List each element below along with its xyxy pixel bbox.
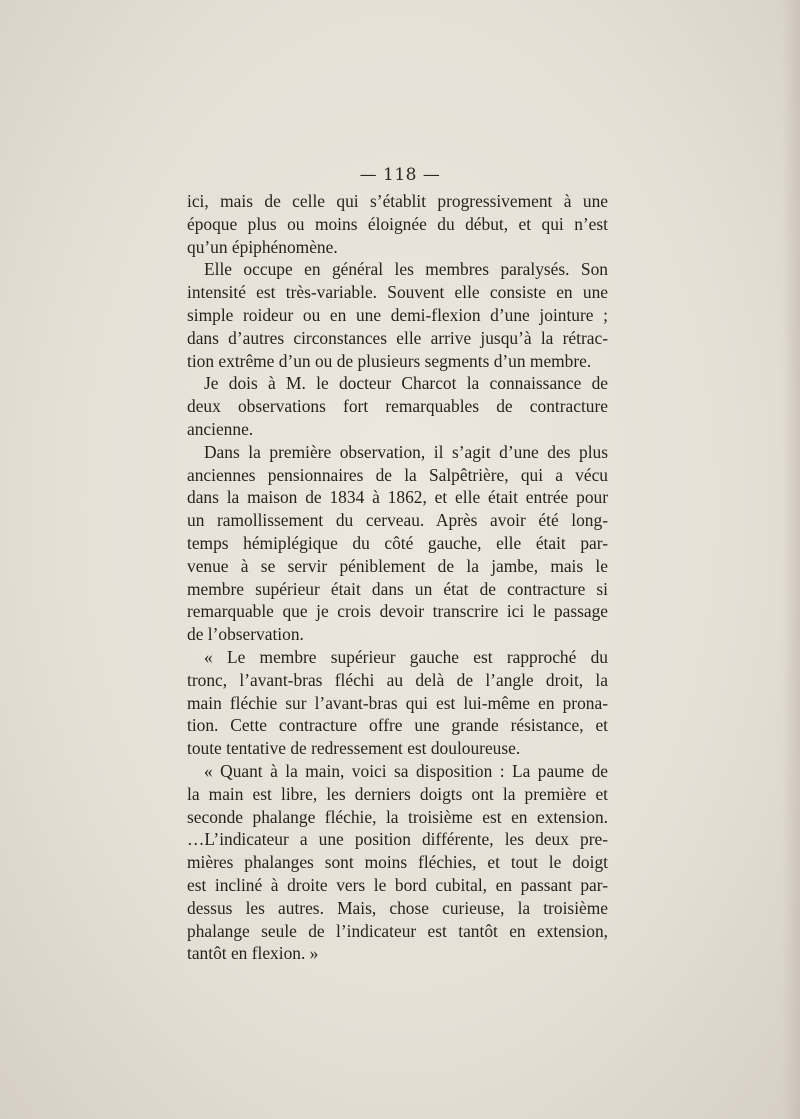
text-line: ici, mais de celle qui s’établit progressivement à une [187, 191, 608, 211]
text-line: intensité est très-variable. Souvent elle consiste en une [187, 282, 608, 303]
text-line: remarquable que je crois devoir transcrire ici le passage [187, 601, 608, 622]
text-line: qu’un épiphénomène. [187, 236, 338, 257]
text-line: deux observations fort remarquables de contracture [187, 396, 608, 417]
text-line: venue à se servir péniblement de la jambe, mais le [187, 555, 608, 576]
text-line: « Quant à la main, voici sa disposition : La paume de [204, 760, 608, 781]
text-line: « Le membre supérieur gauche est rapproché du [204, 646, 608, 667]
text-line: dans d’autres circonstances elle arrive jusqu’à la rétrac- [187, 327, 608, 348]
text-line: Dans la première observation, il s’agit d’une des plus [204, 441, 608, 462]
body-text [187, 190, 608, 965]
text-line: …L’indicateur a une position différente, les deux pre- [187, 829, 608, 850]
text-line: simple roideur ou en une demi-flexion d’une jointure ; [187, 304, 608, 325]
text-line: tronc, l’avant-bras fléchi au delà de l’angle droit, la [187, 669, 608, 690]
text-line: toute tentative de redressement est douloureuse. [187, 738, 521, 759]
text-line: tion extrême d’un ou de plusieurs segments d’un membre. [187, 350, 592, 371]
text-line: un ramollissement du cerveau. Après avoir été long- [187, 510, 608, 531]
text-line: époque plus ou moins éloignée du début, et qui n’est [187, 213, 608, 234]
text-line: Elle occupe en général les membres paralysés. Son [204, 259, 608, 280]
text-line: anciennes pensionnaires de la Salpêtrière, qui a vécu [187, 464, 608, 485]
text-line: dans la maison de 1834 à 1862, et elle était entrée pour [187, 487, 608, 508]
text-line: la main est libre, les derniers doigts ont la première et [187, 783, 608, 804]
text-line: ancienne. [187, 418, 254, 439]
text-line: dessus les autres. Mais, chose curieuse, la troisième [187, 897, 608, 918]
text-line: seconde phalange fléchie, la troisième est en extension. [187, 806, 608, 827]
text-line: membre supérieur était dans un état de contracture si [187, 578, 608, 599]
text-line: temps hémiplégique du côté gauche, elle était par- [187, 532, 608, 553]
text-line: de l’observation. [187, 624, 304, 645]
text-line: phalange seule de l’indicateur est tantôt en extension, [187, 920, 608, 941]
text-line: est incliné à droite vers le bord cubital, en passant par- [187, 874, 608, 895]
text-line: mières phalanges sont moins fléchies, et tout le doigt [187, 852, 608, 873]
text-line: tantôt en flexion. » [187, 943, 319, 964]
text-line: main fléchie sur l’avant-bras qui est lui-même en prona- [187, 692, 608, 713]
text-line: tion. Cette contracture offre une grande résistance, et [187, 715, 608, 736]
page-number-header: — 118 — [359, 165, 441, 185]
text-line: Je dois à M. le docteur Charcot la connaissance de [204, 373, 608, 394]
